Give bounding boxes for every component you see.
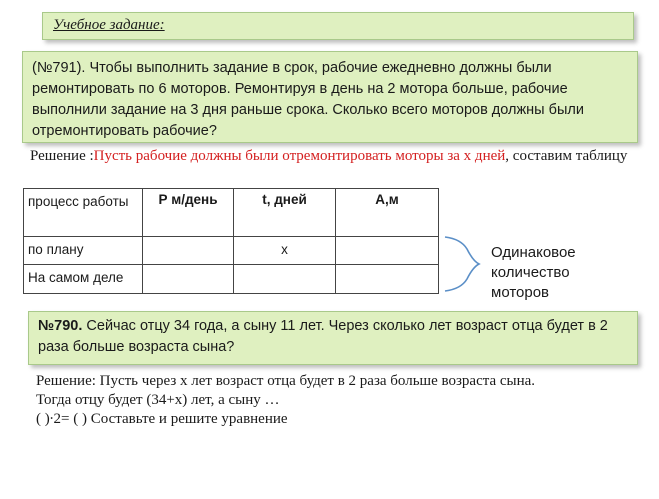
task-790-text	[38, 316, 627, 358]
solution-791-prefix: Решение :	[30, 148, 94, 164]
table-row	[24, 237, 439, 265]
table-header-amount: А,м	[336, 189, 439, 237]
table-header-rate: Р м/день	[143, 189, 234, 237]
table-header-row	[24, 189, 439, 237]
table-cell-plan-rate	[143, 237, 234, 265]
task-791-text: (№791). Чтобы выполнить задание в срок, рабочие ежедневно должны были ремонтировать по 6 моторов. Ремонтируя в день на 2 мотора больше, рабочие выполнили задание на 3 дня раньше срока. Сколько всего моторов должны были отремонтировать рабочие?	[32, 60, 584, 139]
curly-brace-icon	[443, 235, 483, 293]
header-title: Учебное задание:	[53, 17, 165, 33]
plan-table	[23, 188, 439, 294]
task-790-number: №790.	[38, 318, 83, 334]
table-cell-actual-label: На самом деле	[24, 265, 143, 294]
table-cell-actual-rate	[143, 265, 234, 294]
table-row	[24, 265, 439, 294]
table-header-process: процесс работы	[24, 189, 143, 237]
task-790-body: Сейчас отцу 34 года, а сыну 11 лет. Через сколько лет возраст отца будет в 2 раза больше возраста сына?	[38, 318, 608, 355]
table-header-time: t, дней	[234, 189, 336, 237]
table-cell-plan-time: х	[234, 237, 336, 265]
task-791-box	[22, 51, 638, 143]
solution-790	[36, 372, 636, 429]
table-cell-plan-amount	[336, 237, 439, 265]
brace-label: Одинаковое количество моторов	[491, 244, 576, 301]
solution-791-highlight: Пусть рабочие должны были отремонтировать моторы за х дней	[93, 148, 506, 164]
solution-791	[30, 147, 640, 166]
solution-791-suffix: , составим таблицу	[505, 148, 628, 164]
solution-790-line-2: Тогда отцу будет (34+х) лет, а сыну …	[36, 392, 280, 408]
task-790-box	[28, 311, 638, 365]
solution-790-line-3: ( )∙2= ( ) Составьте и решите уравнение	[36, 411, 288, 427]
table-cell-actual-amount	[336, 265, 439, 294]
table-cell-actual-time	[234, 265, 336, 294]
solution-790-line-1: Решение: Пусть через х лет возраст отца будет в 2 раза больше возраста сына.	[36, 373, 536, 389]
table-cell-plan-label: по плану	[24, 237, 143, 265]
header-box	[42, 12, 634, 40]
